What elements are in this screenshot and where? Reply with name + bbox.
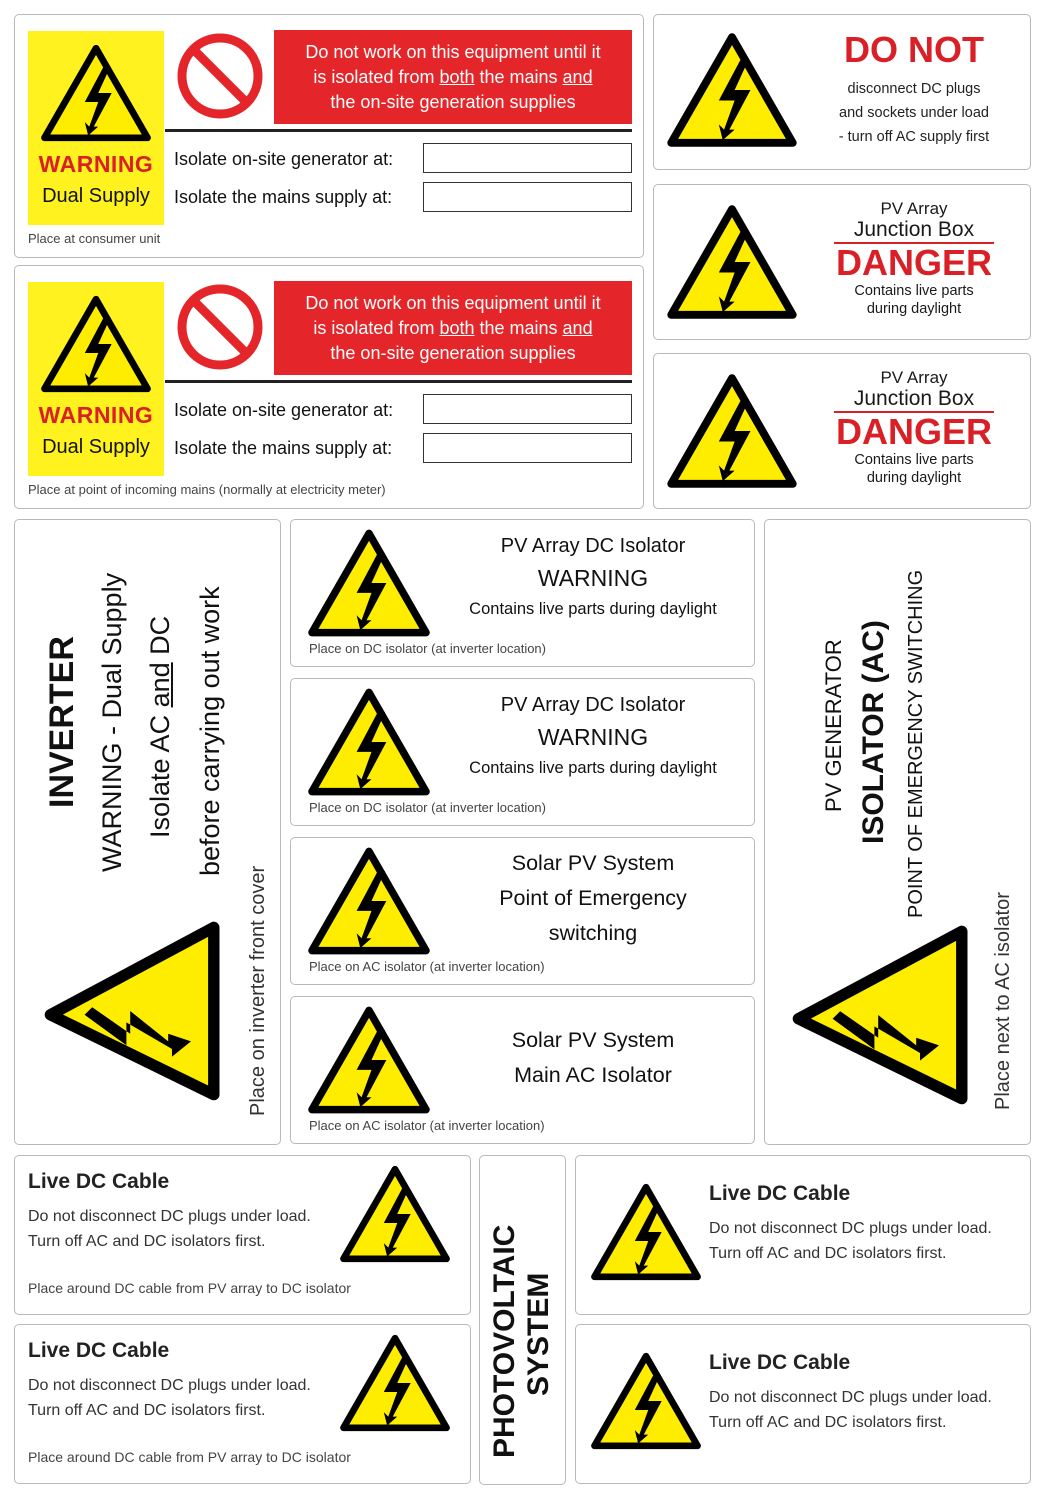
placement-note: Place at consumer unit	[28, 231, 161, 246]
live-dc-cable-label-2	[14, 1324, 471, 1484]
inverter-title: INVERTER	[43, 636, 81, 808]
junction-box-label-2	[653, 353, 1031, 509]
main-ac-text: Solar PV System Main AC Isolator	[511, 1028, 675, 1087]
emergency-text: Solar PV System Point of Emergency switching	[499, 851, 687, 945]
placement-note: Place around DC cable from PV array to DC isolator	[28, 1280, 351, 1296]
cable-title: Live DC Cable	[709, 1351, 851, 1374]
dual-supply-text: Dual Supply	[42, 436, 150, 458]
live-dc-cable-label-4	[575, 1324, 1031, 1484]
inverter-label	[14, 519, 281, 1145]
do-not-label	[653, 14, 1031, 170]
isolate-generator-text: Isolate on-site generator at:	[174, 149, 394, 169]
danger-text: DANGER	[835, 411, 992, 452]
photovoltaic-line-1: PHOTOVOLTAIC	[488, 1224, 521, 1458]
red-line-2: is isolated from both the mains and	[313, 67, 593, 87]
do-not-title: DO NOT	[844, 29, 984, 70]
red-warning-box	[274, 30, 632, 124]
junction-box-label-1	[653, 184, 1031, 340]
inverter-line-1: WARNING - Dual Supply	[97, 572, 127, 872]
placement-note: Place on AC isolator (at inverter location)	[309, 959, 545, 974]
pv-generator-line-3: POINT OF EMERGENCY SWITCHING	[905, 569, 927, 918]
dual-supply-label-consumer-unit	[14, 14, 644, 258]
isolate-generator-field[interactable]	[423, 394, 632, 424]
divider	[165, 380, 632, 383]
lightning-warning-icon	[666, 203, 798, 321]
cable-title: Live DC Cable	[709, 1182, 851, 1205]
lightning-warning-icon	[39, 906, 229, 1116]
red-warning-box	[274, 281, 632, 375]
photovoltaic-system-label	[479, 1155, 566, 1485]
dual-supply-text: Dual Supply	[42, 185, 150, 207]
cable-body: Do not disconnect DC plugs under load. Turn off AC and DC isolators first.	[28, 1377, 311, 1419]
placement-note: Place on DC isolator (at inverter location)	[309, 641, 546, 656]
lightning-warning-icon	[40, 43, 152, 143]
dual-supply-label-incoming-mains	[14, 265, 644, 509]
lightning-warning-icon	[40, 294, 152, 394]
prohibition-icon	[175, 282, 265, 372]
dc-isolator-label-2	[290, 678, 755, 826]
junction-box-text: PV Array Junction Box DANGER Contains live parts during daylight	[835, 368, 992, 486]
lightning-warning-icon	[307, 1005, 431, 1115]
inverter-line-2: Isolate AC and DC	[145, 615, 175, 838]
divider	[165, 129, 632, 132]
red-line-2: is isolated from both the mains and	[313, 318, 593, 338]
cable-body: Do not disconnect DC plugs under load. Turn off AC and DC isolators first.	[709, 1220, 992, 1262]
lightning-warning-icon	[339, 1164, 451, 1264]
cable-body: Do not disconnect DC plugs under load. Turn off AC and DC isolators first.	[28, 1208, 311, 1250]
lightning-warning-icon	[307, 528, 431, 638]
pv-generator-label	[764, 519, 1031, 1145]
isolate-mains-field[interactable]	[423, 182, 632, 212]
dc-isolator-text: PV Array DC Isolator WARNING Contains live parts during daylight	[469, 694, 717, 777]
do-not-body: disconnect DC plugs and sockets under load - turn off AC supply first	[838, 81, 990, 145]
placement-note: Place around DC cable from PV array to DC isolator	[28, 1449, 351, 1465]
emergency-switching-label	[290, 837, 755, 985]
placement-note: Place at point of incoming mains (normally at electricity meter)	[28, 482, 386, 497]
red-line-3: the on-site generation supplies	[330, 92, 576, 112]
main-ac-isolator-label	[290, 996, 755, 1144]
cable-title: Live DC Cable	[28, 1170, 170, 1193]
cable-body: Do not disconnect DC plugs under load. Turn off AC and DC isolators first.	[709, 1389, 992, 1431]
cable-title: Live DC Cable	[28, 1339, 170, 1362]
placement-note: Place next to AC isolator	[992, 892, 1014, 1110]
isolate-mains-text: Isolate the mains supply at:	[174, 438, 393, 458]
live-dc-cable-label-3	[575, 1155, 1031, 1315]
inverter-line-3: before carrying out work	[195, 586, 225, 876]
lightning-warning-icon	[590, 1182, 702, 1282]
warning-text: WARNING	[38, 402, 154, 428]
red-line-1: Do not work on this equipment until it	[305, 42, 601, 62]
red-line-1: Do not work on this equipment until it	[305, 293, 601, 313]
isolate-mains-text: Isolate the mains supply at:	[174, 187, 393, 207]
photovoltaic-line-2: SYSTEM	[522, 1272, 555, 1396]
junction-box-text: PV Array Junction Box DANGER Contains live parts during daylight	[835, 199, 992, 317]
lightning-warning-icon	[787, 910, 977, 1120]
danger-text: DANGER	[835, 242, 992, 283]
dc-isolator-label-1	[290, 519, 755, 667]
placement-note: Place on AC isolator (at inverter location)	[309, 1118, 545, 1133]
lightning-warning-icon	[307, 846, 431, 956]
lightning-warning-icon	[590, 1351, 702, 1451]
lightning-warning-icon	[666, 31, 798, 149]
pv-generator-line-1: PV GENERATOR	[821, 639, 846, 812]
placement-note: Place on inverter front cover	[247, 865, 269, 1116]
live-dc-cable-label-1	[14, 1155, 471, 1315]
red-line-3: the on-site generation supplies	[330, 343, 576, 363]
isolate-mains-field[interactable]	[423, 433, 632, 463]
pv-generator-line-2: ISOLATOR (AC)	[857, 620, 890, 844]
prohibition-icon	[175, 31, 265, 121]
placement-note: Place on DC isolator (at inverter location)	[309, 800, 546, 815]
lightning-warning-icon	[339, 1333, 451, 1433]
lightning-warning-icon	[666, 372, 798, 490]
isolate-generator-field[interactable]	[423, 143, 632, 173]
isolate-generator-text: Isolate on-site generator at:	[174, 400, 394, 420]
warning-text: WARNING	[38, 151, 154, 177]
dc-isolator-text: PV Array DC Isolator WARNING Contains live parts during daylight	[469, 535, 717, 618]
lightning-warning-icon	[307, 687, 431, 797]
